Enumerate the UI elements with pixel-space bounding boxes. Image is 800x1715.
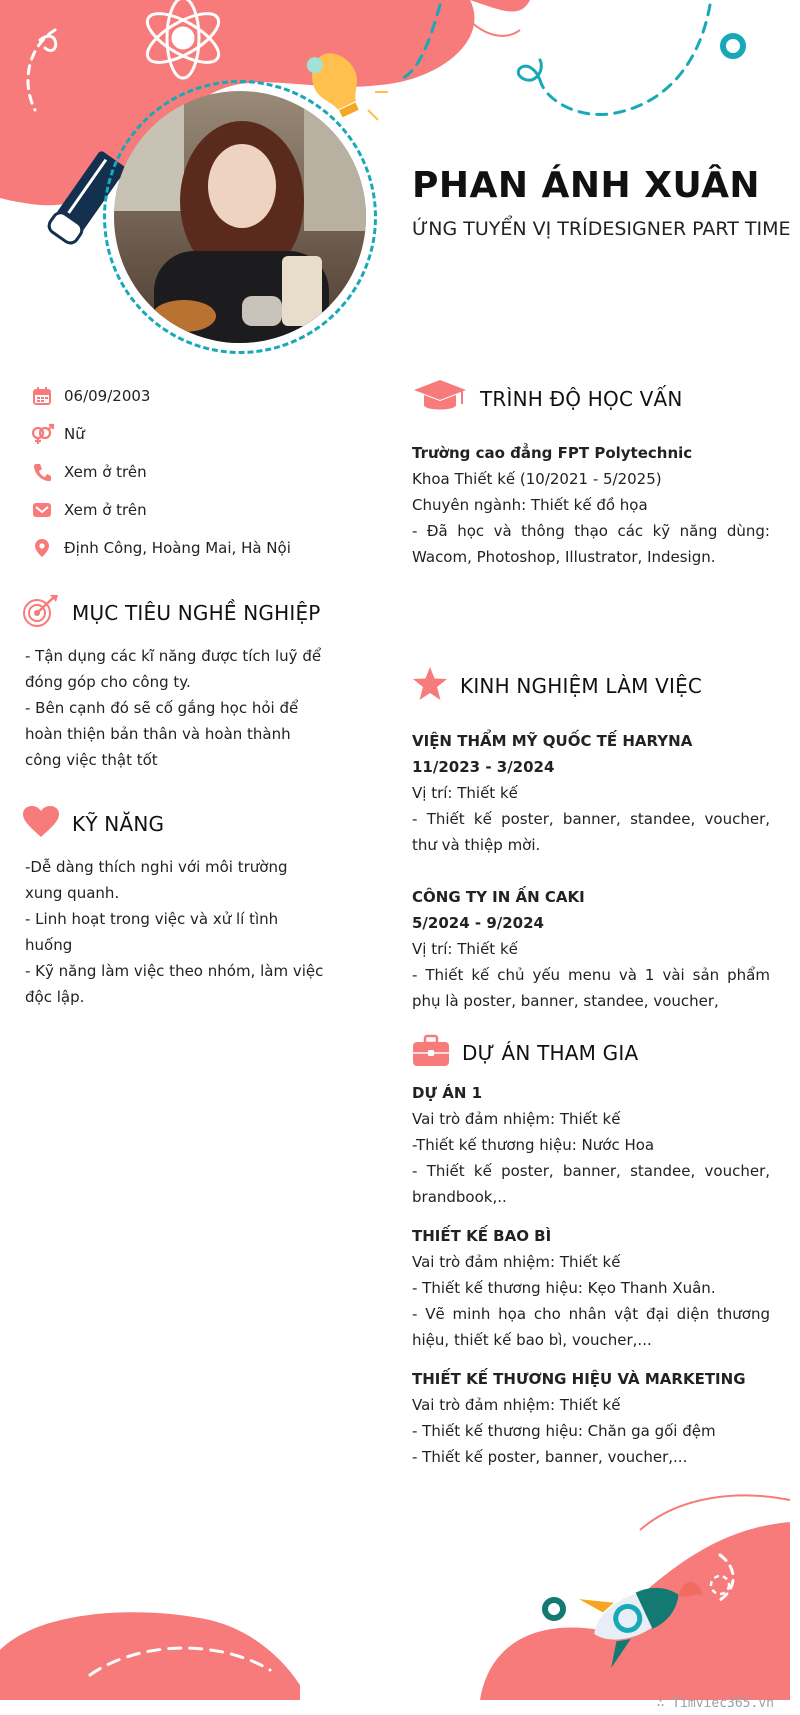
projects-title: DỰ ÁN THAM GIA — [462, 1041, 639, 1065]
candidate-name: PHAN ÁNH XUÂN — [412, 165, 761, 206]
heart-icon — [22, 805, 60, 843]
contact-birthdate — [30, 383, 150, 409]
experience-item — [412, 728, 770, 858]
project-line: Vai trò đảm nhiệm: Thiết kế — [412, 1253, 621, 1271]
skills-title: KỸ NĂNG — [72, 812, 165, 836]
avatar — [114, 91, 366, 343]
page-edge — [790, 0, 800, 1715]
footer-decoration — [0, 1480, 800, 1715]
location-pin-icon — [30, 536, 54, 560]
email-value: Xem ở trên — [64, 501, 147, 519]
work-role: Vị trí: Thiết kế — [412, 784, 518, 802]
phone-value: Xem ở trên — [64, 463, 147, 481]
objective-body — [25, 643, 325, 773]
work-period: 11/2023 - 3/2024 — [412, 758, 555, 776]
experience-item — [412, 884, 770, 1014]
objective-line: - Bên cạnh đó sẽ cố gắng học hỏi để hoàn thiện bản thân và hoàn thành công việc thật tốt — [25, 699, 299, 769]
education-heading — [412, 378, 683, 420]
company-name: CÔNG TY IN ẤN CAKI — [412, 888, 585, 906]
skills-heading — [22, 805, 164, 843]
work-role: Vị trí: Thiết kế — [412, 940, 518, 958]
objective-title: MỤC TIÊU NGHỀ NGHIỆP — [72, 601, 321, 625]
star-icon — [412, 666, 448, 706]
project-name: THIẾT KẾ THƯƠNG HIỆU VÀ MARKETING — [412, 1370, 746, 1388]
email-icon — [30, 498, 54, 522]
project-line: -Thiết kế thương hiệu: Nước Hoa — [412, 1136, 655, 1154]
project-name: THIẾT KẾ BAO BÌ — [412, 1227, 552, 1245]
calendar-icon — [30, 384, 54, 408]
contact-email — [30, 497, 147, 523]
target-icon — [22, 593, 60, 633]
briefcase-icon — [412, 1034, 450, 1072]
education-detail: - Đã học và thông thạo các kỹ năng dùng: Wacom, Photoshop, Illustrator, Indesign. — [412, 522, 770, 566]
education-title: TRÌNH ĐỘ HỌC VẤN — [480, 387, 683, 411]
project-name: DỰ ÁN 1 — [412, 1084, 483, 1102]
company-name: VIỆN THẨM MỸ QUỐC TẾ HARYNA — [412, 732, 693, 750]
faculty: Khoa Thiết kế (10/2021 - 5/2025) — [412, 470, 662, 488]
skill-line: - Linh hoạt trong việc và xử lí tình huống — [25, 910, 279, 954]
graduation-cap-icon — [412, 378, 468, 420]
project-line: Vai trò đảm nhiệm: Thiết kế — [412, 1110, 621, 1128]
skill-line: -Dễ dàng thích nghi với môi trường xung quanh. — [25, 858, 288, 902]
address-value: Định Công, Hoàng Mai, Hà Nội — [64, 539, 291, 557]
phone-icon — [30, 460, 54, 484]
project-line: - Thiết kế thương hiệu: Kẹo Thanh Xuân. — [412, 1279, 716, 1297]
objective-line: - Tận dụng các kĩ năng được tích luỹ để đóng góp cho công ty. — [25, 647, 322, 691]
work-detail: - Thiết kế chủ yếu menu và 1 vài sản phẩm phụ là poster, banner, standee, voucher, — [412, 966, 770, 1010]
project-item — [412, 1366, 770, 1470]
education-body — [412, 440, 770, 570]
contact-phone — [30, 459, 147, 485]
project-line: - Thiết kế thương hiệu: Chăn ga gối đệm — [412, 1422, 716, 1440]
project-item — [412, 1223, 770, 1353]
work-period: 5/2024 - 9/2024 — [412, 914, 544, 932]
project-line: Vai trò đảm nhiệm: Thiết kế — [412, 1396, 621, 1414]
skill-line: - Kỹ năng làm việc theo nhóm, làm việc độc lập. — [25, 962, 324, 1006]
skills-body — [25, 854, 327, 1010]
project-line: - Thiết kế poster, banner, standee, voucher, brandbook,.. — [412, 1162, 770, 1206]
contact-gender — [30, 421, 85, 447]
experience-heading — [412, 666, 702, 706]
work-detail: - Thiết kế poster, banner, standee, voucher, thư và thiệp mời. — [412, 810, 770, 854]
experience-title: KINH NGHIỆM LÀM VIỆC — [460, 674, 703, 698]
project-line: - Thiết kế poster, banner, voucher,... — [412, 1448, 688, 1466]
watermark: ∴ Timviec365.vn — [656, 1696, 774, 1711]
project-item — [412, 1080, 770, 1210]
gender-icon — [30, 422, 54, 446]
major: Chuyên ngành: Thiết kế đồ họa — [412, 496, 648, 514]
school-name: Trường cao đẳng FPT Polytechnic — [412, 444, 693, 462]
objective-heading — [22, 593, 321, 633]
contact-address — [30, 535, 291, 561]
applied-position: ỨNG TUYỂN VỊ TRÍDESIGNER PART TIME — [412, 218, 791, 240]
gender-value: Nữ — [64, 425, 85, 443]
projects-heading — [412, 1034, 638, 1072]
birthdate-value: 06/09/2003 — [64, 387, 151, 405]
project-line: - Vẽ minh họa cho nhân vật đại diện thương hiệu, thiết kế bao bì, voucher,... — [412, 1305, 770, 1349]
